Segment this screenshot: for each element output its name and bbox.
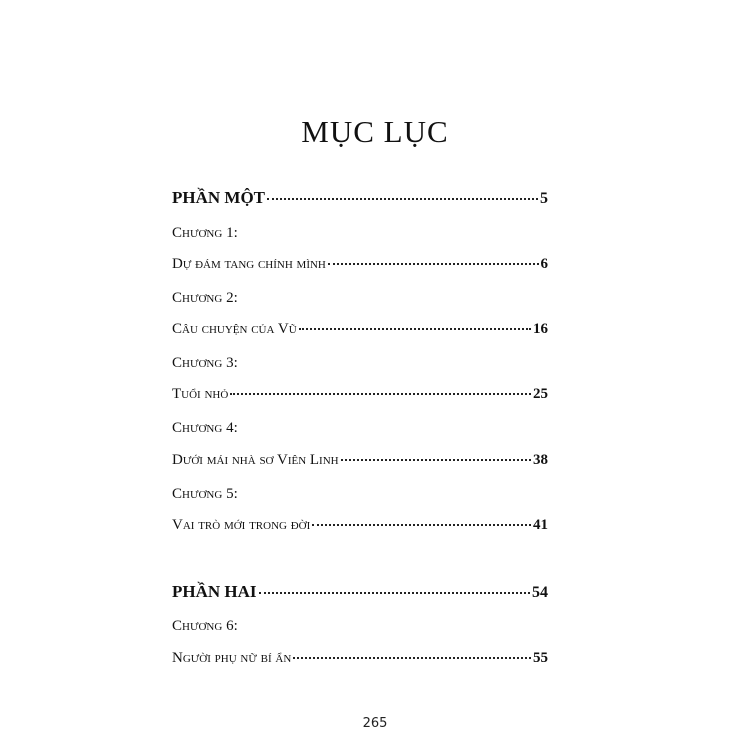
chapter-page: 41 — [533, 517, 548, 533]
chapter-entry — [172, 452, 548, 469]
chapter-title: Câu chuyện của Vũ — [172, 321, 297, 337]
chapter-title: Người phụ nữ bí ẩn — [172, 650, 292, 666]
dot-leader — [341, 458, 531, 461]
page-title: MỤC LỤC — [301, 114, 449, 149]
dot-leader — [328, 262, 539, 265]
chapter-entry — [172, 650, 548, 667]
chapter-page: 6 — [540, 256, 548, 272]
chapter-page: 25 — [533, 386, 548, 402]
chapter-heading: Chương 5: — [172, 486, 238, 502]
dot-leader — [299, 327, 531, 330]
dot-leader — [259, 591, 530, 594]
chapter-title: Vai trò mới trong đời — [172, 517, 311, 533]
page-number: 265 — [362, 716, 388, 731]
dot-leader — [267, 197, 538, 200]
dot-leader — [230, 392, 531, 395]
chapter-title: Dưới mái nhà sơ Viên Linh — [172, 452, 339, 468]
part-label: PHẦN HAI — [172, 582, 257, 601]
chapter-title: Dự đám tang chính mình — [172, 256, 326, 272]
dot-leader — [293, 656, 531, 659]
part-one-row — [172, 188, 548, 208]
chapter-heading: Chương 2: — [172, 290, 238, 306]
chapter-entry — [172, 321, 548, 338]
chapter-heading: Chương 6: — [172, 618, 238, 634]
chapter-page: 55 — [533, 650, 548, 666]
chapter-entry — [172, 386, 548, 403]
chapter-entry — [172, 517, 548, 534]
chapter-page: 38 — [533, 452, 548, 468]
chapter-heading: Chương 3: — [172, 355, 238, 371]
chapter-heading: Chương 4: — [172, 420, 238, 436]
chapter-heading: Chương 1: — [172, 225, 238, 241]
part-label: PHẦN MỘT — [172, 188, 266, 207]
chapter-title: Tuổi nhỏ — [172, 386, 229, 402]
dot-leader — [312, 523, 531, 526]
part-two-row — [172, 582, 548, 602]
chapter-page: 16 — [533, 321, 548, 337]
part-page: 54 — [532, 584, 548, 601]
part-page: 5 — [540, 190, 548, 207]
chapter-entry — [172, 256, 548, 273]
